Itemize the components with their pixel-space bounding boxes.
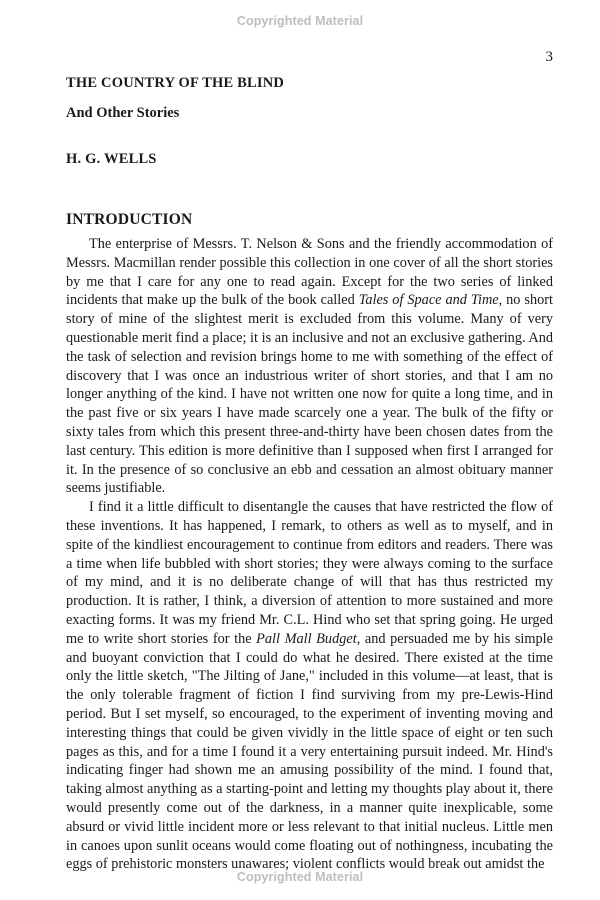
publication-reference: Pall Mall Budget xyxy=(256,630,357,647)
paragraph-1-text-a: The enterprise of Messrs. T. Nelson & Sons and the friendly accommodation of Messrs. Macmillan render possible this collection in one cover of all the short stories by me that I care for any one to read again. Except for the two series of linked incidents that make up the bulk of the book called xyxy=(66,236,553,309)
author-name: H. G. WELLS xyxy=(66,151,157,167)
paragraph-1-text-b: , no short story of mine of the slightest merit is excluded from this volume. Many of very questionable merit find a place; it is an inclusive and not an exclusive gathering. And the task of selection and revision brings home to me with something of the effect of discovery that I was once an industrious writer of short stories, and that I am no longer anything of the kind. I have not written one now for quite a long time, and in the past five or six years I have made scarcely one a year. The bulk of the fifty or sixty tales from which this present three-and-thirty have been chosen dates from the last century. This edition is more definitive than I supposed when first I arranged for it. In the presence of so conclusive an ebb and cessation an almost obituary manner seems justifiable. xyxy=(66,292,553,497)
book-title: THE COUNTRY OF THE BLIND xyxy=(66,75,285,91)
book-subtitle: And Other Stories xyxy=(66,105,180,121)
watermark-top: Copyrighted Material xyxy=(236,14,364,28)
paragraph-2-text-a: I find it a little difficult to disentangle the causes that have restricted the flow of these inventions. It has happened, I remark, to others as well as to myself, and in spite of the kindliest encouragement to continue from editors and readers. There was a time when life bubbled with short stories; they were always coming to the surface of my mind, and it is no deliberate change of will that has thus restricted my production. It is rather, I think, a diversion of attention to more sustained and more exacting forms. It was my friend Mr. C.L. Hind who set that spring going. He urged me to write short stories for the xyxy=(66,499,553,647)
paragraph-1 xyxy=(66,235,553,498)
paragraph-2-text-b: , and persuaded me by his simple and buoyant conviction that I could do what he desired. There existed at the time only the little sketch, "The Jilting of Jane," included in this volume—at least, that is the only tolerable fragment of fiction I find surviving from my pre-Lewis-Hind period. But I set myself, so encouraged, to the experiment of inventing moving and interesting things that could be given vividly in the little space of eight or ten such pages as this, and for a time I found it a very entertaining pursuit indeed. Mr. Hind's indicating finger had shown me an amusing possibility of the mind. I found that, taking almost anything as a starting-point and letting my thoughts play about it, there would presently come out of the darkness, in a manner quite inexplicable, some absurd or vivid little incident more or less relevant to that initial nucleus. Little men in canoes upon sunlit oceans would come floating out of nothingness, incubating the eggs of prehistoric monsters unawares; violent conflicts would break out amidst the xyxy=(66,630,553,873)
paragraph-2 xyxy=(66,498,553,874)
page-number: 3 xyxy=(545,49,553,65)
section-heading: INTRODUCTION xyxy=(66,211,193,228)
body-text xyxy=(66,235,553,874)
book-title-reference: Tales of Space and Time xyxy=(358,292,499,309)
watermark-bottom: Copyrighted Material xyxy=(236,870,364,884)
